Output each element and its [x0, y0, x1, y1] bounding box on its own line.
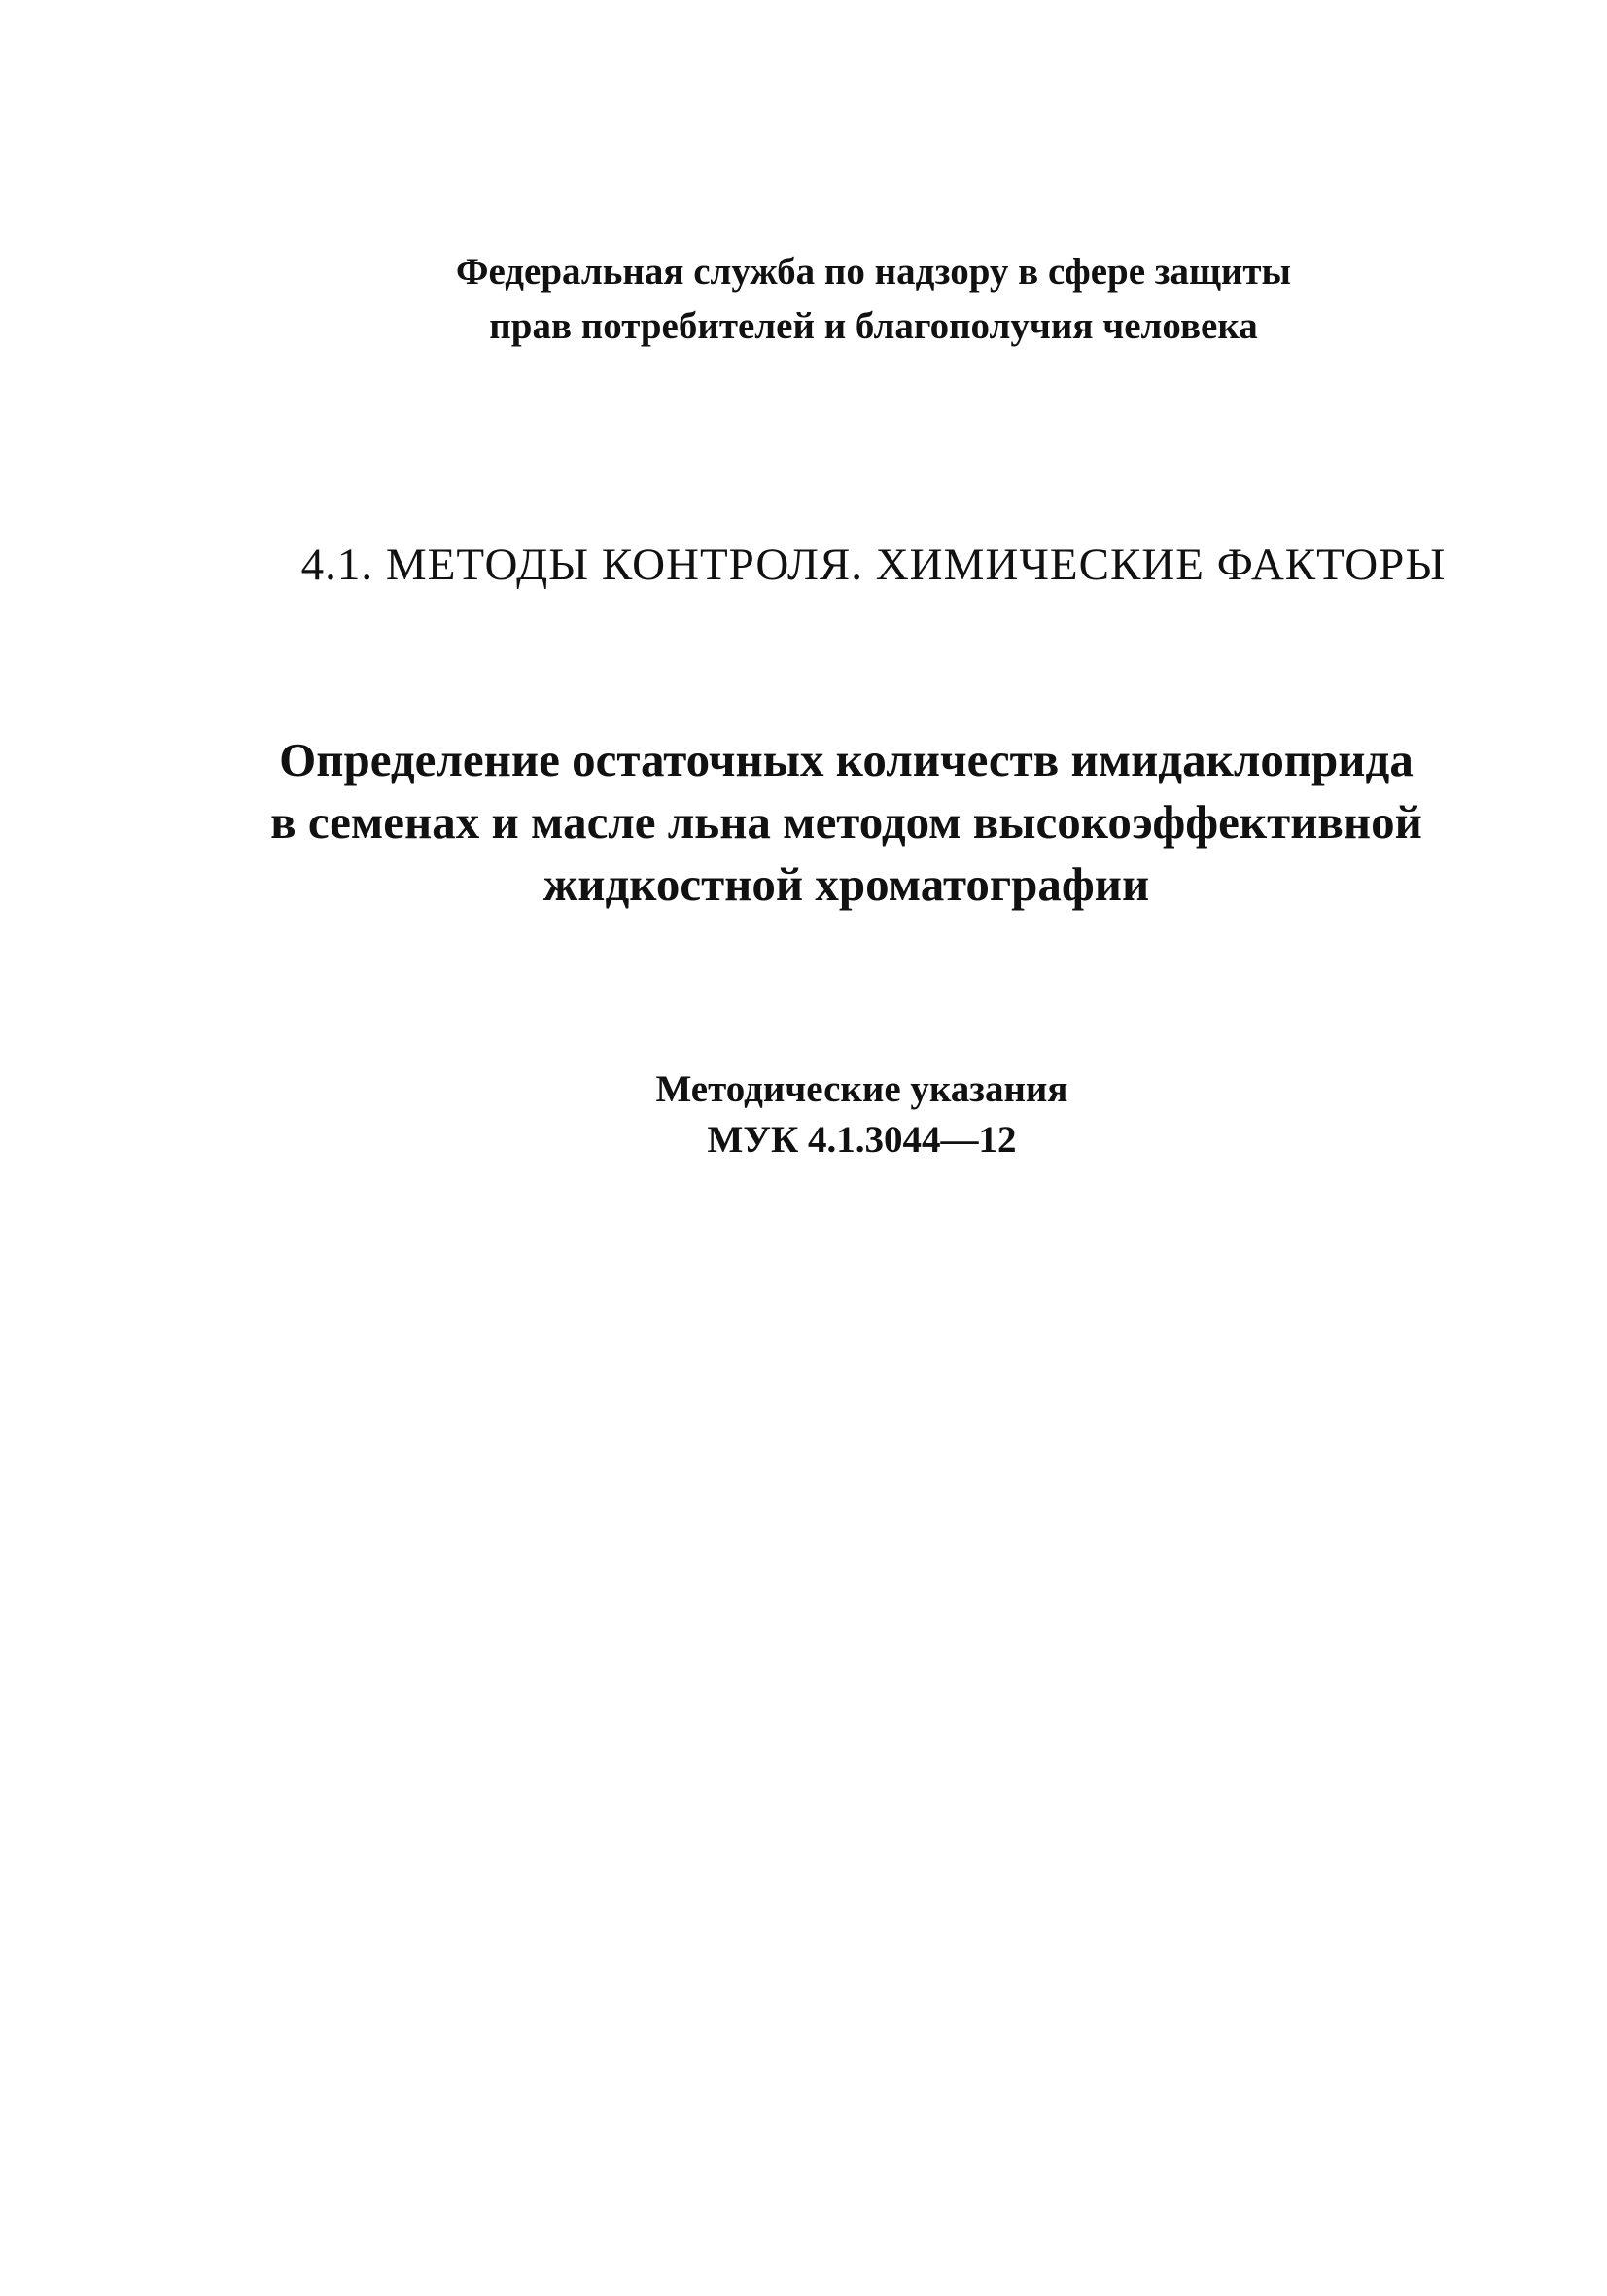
document-type: Методические указания — [655, 1068, 1068, 1110]
title-line-1: Определение остаточных количеств имидаклоприда — [279, 733, 1414, 786]
document-code: МУК 4.1.3044—12 — [707, 1119, 1017, 1161]
title-line-2: в семенах и масле льна методом высокоэффективной — [270, 795, 1422, 849]
title-line-3: жидкостной хроматографии — [542, 857, 1150, 911]
agency-line-1: Федеральная служба по надзору в сфере защиты — [456, 251, 1291, 293]
section-heading: 4.1. МЕТОДЫ КОНТРОЛЯ. ХИМИЧЕСКИЕ ФАКТОРЫ — [300, 539, 1447, 590]
document-designation — [58, 1064, 1607, 1165]
issuing-agency — [70, 245, 1607, 354]
document-title — [43, 729, 1607, 916]
agency-line-2: прав потребителей и благополучия человека — [489, 305, 1258, 347]
